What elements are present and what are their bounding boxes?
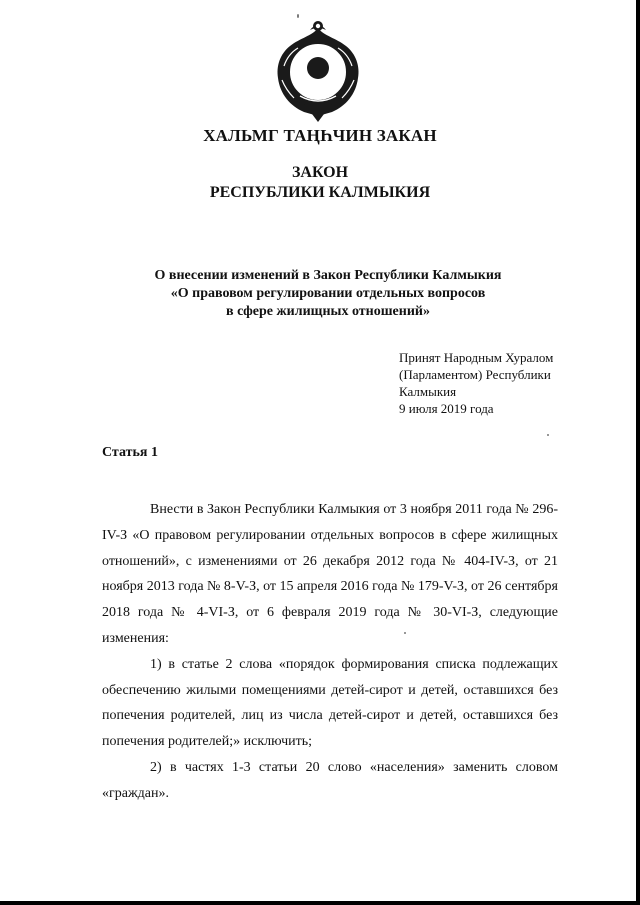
heading-kalmyk-law: ХАЛЬМГ ТАҢҺЧИН ЗАКАН xyxy=(203,126,437,145)
subject-line: в сфере жилищных отношений» xyxy=(226,304,430,319)
heading-republic: РЕСПУБЛИКИ КАЛМЫКИЯ xyxy=(209,184,431,201)
article-title: Статья 1 xyxy=(102,445,158,460)
article-body xyxy=(102,497,558,807)
paragraph-intro: Внести в Закон Республики Калмыкия от 3 ноября 2011 года № 296-IV-З «О правовом регулировании отдельных вопросов в сфере жилищных отношений», с изменениями от 26 декабря 2012 года № 404-IV-З, от 21 ноября 2013 года № 8-V-З, от 15 апреля 2016 года № 179-V-З, от 26 сентября 2018 года № 4-VI-З, от 6 февраля 2019 года № 30-VI-З, следующие изменения: xyxy=(102,502,558,646)
paragraph-item-2: 2) в частях 1-3 статьи 20 слово «населения» заменить словом «граждан». xyxy=(102,759,558,801)
adoption-note xyxy=(399,349,579,417)
scan-speck xyxy=(404,632,406,634)
adoption-date: 9 июля 2019 года xyxy=(399,401,494,416)
law-subject-title xyxy=(8,267,640,321)
coat-of-arms-emblem-icon xyxy=(270,18,366,126)
scan-border-bottom xyxy=(0,901,640,905)
scan-speck xyxy=(297,14,299,18)
subject-line: О внесении изменений в Закон Республики Калмыкия xyxy=(154,268,502,283)
adoption-line: (Парламентом) Республики xyxy=(399,367,551,382)
scan-speck xyxy=(547,434,549,436)
subject-line: «О правовом регулировании отдельных вопросов xyxy=(170,286,486,301)
adoption-line: Принят Народным Хуралом xyxy=(399,350,554,365)
paragraph-item-1: 1) в статье 2 слова «порядок формирования списка подлежащих обеспечению жилыми помещениями детей-сирот и детей, оставшихся без попечения родителей, лиц из числа детей-сирот и детей, оставшихся без попечения родителей;» исключить; xyxy=(102,656,558,750)
heading-block xyxy=(0,163,640,203)
heading-law: ЗАКОН xyxy=(291,164,349,181)
adoption-line: Калмыкия xyxy=(399,384,457,399)
